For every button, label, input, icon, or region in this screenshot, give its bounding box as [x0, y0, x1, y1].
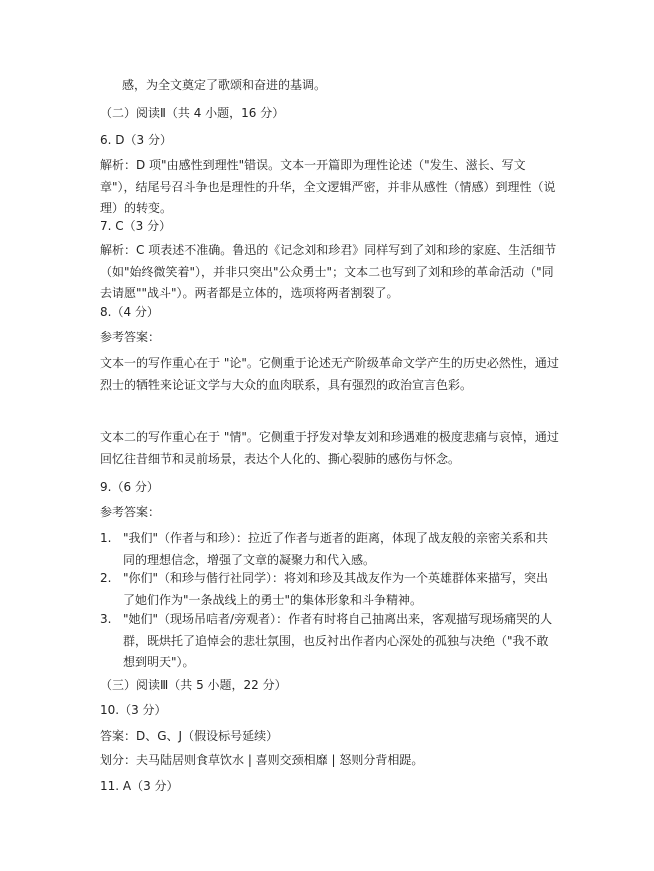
question-10-division: 划分：夫马陆居则食草饮水 | 喜则交颈相靡 | 怒则分背相踶。	[100, 753, 424, 767]
question-9-header: 9.（6 分）	[100, 480, 159, 494]
question-6-explanation: 解析：D 项"由感性到理性"错误。文本一开篇即为理性论述（"发生、滋长、写文章"），结尾号召斗争也是理性的升华，全文逻辑严密，并非从感性（情感）到理性（说理）的转变。	[100, 158, 556, 215]
question-6-answer: 6. D（3 分）	[100, 133, 172, 147]
question-8-paragraph-2: 文本二的写作重心在于 "情"。它侧重于抒发对挚友刘和珍遇难的极度悲痛与哀悼，通过回忆往昔细节和灵前场景，表达个人化的、撕心裂肺的感伤与怀念。	[100, 430, 559, 466]
question-10-header: 10.（3 分）	[100, 703, 167, 717]
question-8-reference-label: 参考答案：	[100, 330, 161, 344]
text-line: 感，为全文奠定了歌颂和奋进的基调。	[122, 78, 327, 92]
list-item-number: 3.	[100, 612, 112, 626]
question-9-reference-label: 参考答案：	[100, 505, 161, 519]
list-item-text: "我们"（作者与和珍）：拉近了作者与逝者的距离，体现了战友般的亲密关系和共同的理想信念，增强了文章的凝聚力和代入感。	[123, 531, 549, 567]
section-heading-3: （三）阅读Ⅲ（共 5 小题，22 分）	[100, 678, 287, 692]
list-item-number: 2.	[100, 571, 112, 585]
question-8-header: 8.（4 分）	[100, 305, 159, 319]
question-11-answer: 11. A（3 分）	[100, 779, 179, 793]
section-heading-2: （二）阅读Ⅱ（共 4 小题，16 分）	[100, 106, 285, 120]
question-7-answer: 7. C（3 分）	[100, 219, 172, 233]
question-10-answer: 答案：D、G、J（假设标号延续）	[100, 729, 279, 743]
list-item-text: "你们"（和珍与偕行社同学）：将刘和珍及其战友作为一个英雄群体来描写，突出了她们作为"一条战线上的勇士"的集体形象和斗争精神。	[123, 571, 549, 607]
question-8-paragraph-1: 文本一的写作重心在于 "论"。它侧重于论述无产阶级革命文学产生的历史必然性，通过烈士的牺牲来论证文学与大众的血肉联系，具有强烈的政治宣言色彩。	[100, 356, 559, 392]
list-item-text: "她们"（现场吊唁者/旁观者）：作者有时将自己抽离出来，客观描写现场痛哭的人群，既烘托了追悼会的悲壮氛围，也反衬出作者内心深处的孤独与决绝（"我不敢想到明天"）。	[123, 612, 553, 669]
question-7-explanation: 解析：C 项表述不准确。鲁迅的《记念刘和珍君》同样写到了刘和珍的家庭、生活细节（如"始终微笑着"），并非只突出"公众勇士"；文本二也写到了刘和珍的革命活动（"同去请愿""战斗"）。两者都是立体的，选项将两者割裂了。	[100, 243, 557, 300]
list-item-number: 1.	[100, 531, 112, 545]
